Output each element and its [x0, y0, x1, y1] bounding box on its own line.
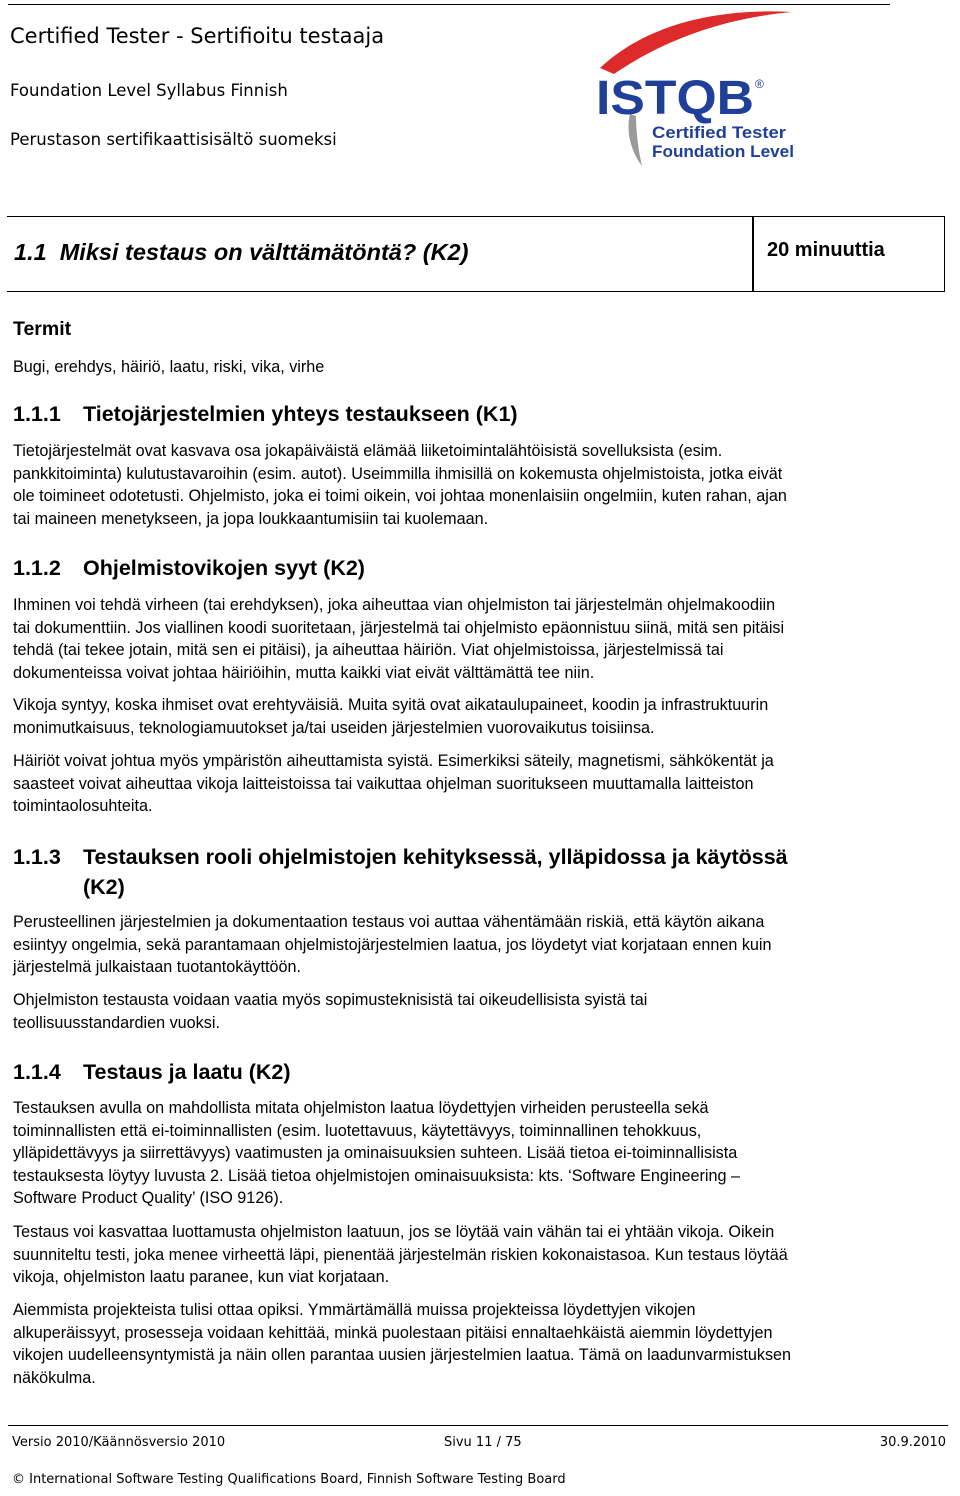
- text-line: alkuperäissyyt, prosesseja voidaan kehittää, minkä puolestaan pitäisi ennaltaehkäistä aiemmin löydettyjen: [13, 1323, 773, 1342]
- section-heading-line: [13, 842, 788, 872]
- header-title: Certified Tester - Sertifioitu testaaja: [10, 24, 385, 48]
- text-line: pankkitoiminta) kulutustavaroihin (esim. autot). Useimmilla ihmisillä on kokemusta ohjelmistoista, jotka eivät: [13, 464, 783, 483]
- text-line: tai dokumenttiin. Jos viallinen koodi suoritetaan, järjestelmä tai ohjelmisto epäonnistuu siinä, mitä sen pitäisi: [13, 618, 785, 637]
- text-line: Tietojärjestelmät ovat kasvava osa jokapäiväistä elämää liiketoimintalähtöisistä sovelluksista (esim.: [13, 442, 723, 460]
- text-line: tehdä (tai tekee jotain, mitä sen ei pitäisi), ja aiheuttaa häiriön. Viat ohjelmistoissa, järjestelmissä tai: [13, 641, 724, 659]
- text-line: ylläpidettävyys ja siirrettävyys) vaatimusten ja ominaisuuksien suhteen. Lisää tietoa ei-toiminnallisista: [13, 1144, 738, 1162]
- text-line: Ohjelmiston testausta voidaan vaatia myös sopimusteknisistä tai oikeudellisista syistä tai: [13, 991, 648, 1009]
- section-1-1-1-heading: [13, 399, 518, 429]
- text-line: esiintyy ongelmia, sekä parantamaan ohjelmistojärjestelmien laatua, jos löydetyt viat korjataan ennen kuin: [13, 935, 772, 954]
- section-1-1-4-heading: [13, 1057, 291, 1087]
- footer-rule: [8, 1425, 948, 1426]
- text-line: Perusteellinen järjestelmien ja dokumentaation testaus voi auttaa vähentämään riskiä, että käytön aikana: [13, 913, 765, 931]
- logo-registered-mark: ®: [755, 77, 764, 91]
- text-line: Testaus voi kasvattaa luottamusta ohjelmiston laatuun, jos se löytää vain vähän tai ei yhtään vikoja. Oikein: [13, 1223, 775, 1241]
- text-line: toiminnallisten että ei-toiminnallisten (esim. luotettavuus, käytettävyys, toiminnallinen tehokkuus,: [13, 1121, 702, 1140]
- text-line: Häiriöt voivat johtua myös ympäristön aiheuttamista syistä. Esimerkiksi säteily, magnetismi, sähkökentät ja: [13, 752, 774, 770]
- text-line: näkökulma.: [13, 1368, 96, 1387]
- section-title-continued: (K2): [83, 875, 125, 899]
- section-1-1-2-heading: [13, 553, 365, 583]
- section-1-1-4-paragraph-3: [13, 1299, 791, 1389]
- section-1-1-3-heading: [13, 842, 788, 902]
- text-line: Vikoja syntyy, koska ihmiset ovat erehtyväisiä. Muita syitä ovat aikataulupaineet, koodin ja infrastruktuurin: [13, 696, 769, 714]
- section-number: 1.1.1: [13, 402, 61, 426]
- text-line: teollisuusstandardien vuoksi.: [13, 1013, 220, 1032]
- logo-swoosh-red: [600, 11, 792, 74]
- text-line: Testauksen avulla on mahdollista mitata ohjelmiston laatua löydettyjen virheiden perusteella sekä: [13, 1099, 709, 1117]
- footer-version: Versio 2010/Käännösversio 2010: [12, 1435, 226, 1450]
- chapter-title: 1.1 Miksi testaus on välttämätöntä? (K2): [14, 239, 469, 265]
- text-line: Software Product Quality’ (ISO 9126).: [13, 1189, 284, 1207]
- section-1-1-3-paragraph-2: [13, 989, 647, 1034]
- header-subtitle: Foundation Level Syllabus Finnish: [10, 81, 288, 100]
- text-line: vikojen uudelleensyntymistä ja näin ollen parantaa uusien järjestelmien laatua. Tämä on laadunvarmistuksen: [13, 1346, 792, 1364]
- section-1-1-4-paragraph-1: [13, 1097, 740, 1210]
- section-1-1-1-paragraph: [13, 440, 787, 530]
- section-heading-line: [13, 872, 788, 902]
- text-line: vikoja, ohjelmiston laatu paranee, kun viat korjataan.: [13, 1268, 390, 1286]
- text-line: dokumenteissa voivat johtaa häiriöihin, mutta kaikki viat eivät välttämättä tee niin.: [13, 663, 595, 682]
- logo-line-1: Certified Tester: [652, 123, 787, 142]
- footer-page-number: Sivu 11 / 75: [444, 1435, 522, 1450]
- section-1-1-2-paragraph-2: [13, 694, 768, 739]
- header-subtitle-finnish: Perustason sertifikaattisisältö suomeksi: [10, 130, 337, 149]
- chapter-box: [7, 216, 945, 292]
- text-line: toimintaolosuhteita.: [13, 797, 153, 815]
- footer-copyright: © International Software Testing Qualifications Board, Finnish Software Testing Board: [12, 1472, 566, 1487]
- text-line: ole toimineet odotetusti. Ohjelmisto, joka ei toimi oikein, voi johtaa monenlaisiin ongelmiin, kuten rahan, ajan: [13, 487, 787, 505]
- section-number: 1.1.4: [13, 1060, 61, 1084]
- chapter-box-divider: [752, 217, 754, 291]
- istqb-logo: [592, 4, 832, 170]
- section-1-1-3-paragraph-1: [13, 911, 772, 979]
- section-number: 1.1.2: [13, 556, 61, 580]
- footer-date: 30.9.2010: [879, 1435, 946, 1450]
- section-1-1-4-paragraph-2: [13, 1221, 788, 1289]
- section-title: Tietojärjestelmien yhteys testaukseen (K1): [83, 402, 518, 426]
- section-title: Testaus ja laatu (K2): [83, 1060, 291, 1084]
- text-line: saasteet voivat aiheuttaa vikoja laitteistoissa tai vaikuttaa ohjelman suoritukseen muuttamalla laitteiston: [13, 774, 754, 793]
- section-number: 1.1.3: [13, 845, 61, 869]
- terms-list: Bugi, erehdys, häiriö, laatu, riski, vika, virhe: [13, 358, 325, 376]
- section-1-1-2-paragraph-1: [13, 594, 784, 684]
- text-line: järjestelmä julkaistaan tuotantokäyttöön.: [13, 958, 301, 976]
- text-line: testauksesta löytyy luvusta 2. Lisää tietoa ohjelmistojen ominaisuuksista: kts. ‘Software Engineering –: [13, 1166, 741, 1185]
- section-title: Testauksen rooli ohjelmistojen kehityksessä, ylläpidossa ja käytössä: [83, 845, 788, 869]
- section-1-1-2-paragraph-3: [13, 750, 774, 818]
- text-line: Aiemmista projekteista tulisi ottaa opiksi. Ymmärtämällä muissa projekteissa löydettyjen vikojen: [13, 1301, 696, 1319]
- text-line: Ihminen voi tehdä virheen (tai erehdyksen), joka aiheuttaa vian ohjelmiston tai järjestelmän ohjelmakoodiin: [13, 596, 776, 614]
- chapter-time: 20 minuuttia: [767, 239, 885, 261]
- text-line: monimutkaisuus, teknologiamuutokset ja/tai useiden järjestelmien vuorovaikutus toisiinsa.: [13, 718, 655, 737]
- text-line: tai maineen menetykseen, ja jopa loukkaantumisiin tai kuolemaan.: [13, 509, 489, 528]
- logo-brand-text: ISTQB: [596, 72, 754, 125]
- section-title: Ohjelmistovikojen syyt (K2): [83, 556, 365, 580]
- text-line: suunniteltu testi, joka menee virheettä läpi, pienentää järjestelmän riskien kokonaistasoa. Kun testaus löytää: [13, 1245, 788, 1264]
- terms-heading: Termit: [13, 318, 72, 340]
- logo-line-2: Foundation Level: [652, 142, 794, 161]
